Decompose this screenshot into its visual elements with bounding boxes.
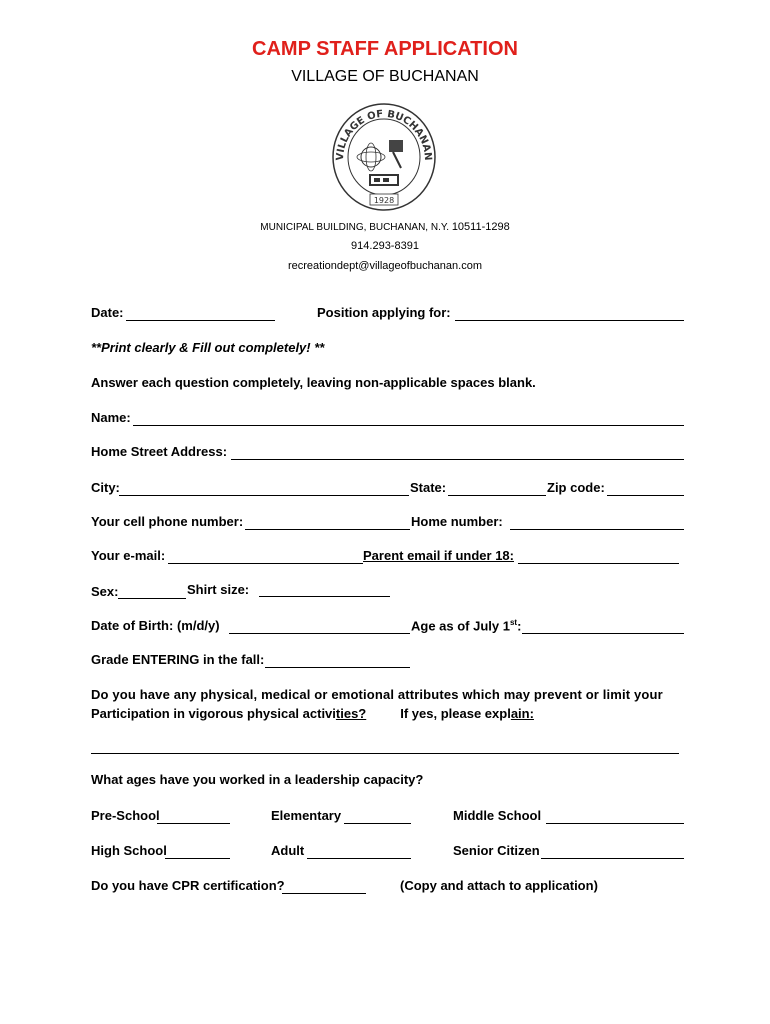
cell-phone-field[interactable]: [245, 529, 410, 530]
middle-school-field[interactable]: [546, 823, 684, 824]
shirt-size-label: Shirt size:: [187, 582, 250, 597]
cell-phone-label: Your cell phone number:: [91, 514, 244, 529]
position-field[interactable]: [455, 320, 684, 321]
parent-email-field[interactable]: [518, 563, 679, 564]
village-seal-logo: [331, 102, 437, 212]
zip-field[interactable]: [607, 495, 684, 496]
dob-label: Date of Birth: (m/d/y): [91, 618, 220, 633]
senior-citizen-field[interactable]: [541, 858, 684, 859]
sex-label: Sex:: [91, 584, 119, 599]
attributes-question-line2: Participation in vigorous physical activities? If yes, please explain:: [91, 706, 534, 721]
date-label: Date:: [91, 305, 124, 320]
print-clearly-note: **Print clearly & Fill out completely! **: [91, 340, 325, 355]
city-field[interactable]: [119, 495, 409, 496]
phone-number: 914.293-8391: [351, 240, 419, 252]
name-label: Name:: [91, 410, 131, 425]
instructions-text: Answer each question completely, leaving non-applicable spaces blank.: [91, 375, 536, 390]
state-label: State:: [410, 480, 447, 495]
email-field[interactable]: [168, 563, 363, 564]
attributes-explain-field[interactable]: [91, 753, 679, 754]
elementary-label: Elementary: [271, 808, 342, 823]
home-street-field[interactable]: [231, 459, 684, 460]
form-subtitle: VILLAGE OF BUCHANAN: [291, 68, 479, 85]
elementary-field[interactable]: [344, 823, 411, 824]
email-label: Your e-mail:: [91, 548, 166, 563]
state-field[interactable]: [448, 495, 546, 496]
high-school-field[interactable]: [165, 858, 230, 859]
shirt-size-field[interactable]: [259, 596, 390, 597]
adult-field[interactable]: [307, 858, 411, 859]
dob-field[interactable]: [229, 633, 410, 634]
home-number-label: Home number:: [411, 514, 503, 529]
parent-email-label: Parent email if under 18:: [363, 548, 514, 563]
home-number-field[interactable]: [510, 529, 684, 530]
svg-text:VILLAGE OF BUCHANAN: VILLAGE OF BUCHANAN: [334, 108, 434, 161]
position-label: Position applying for:: [317, 305, 451, 320]
sex-field[interactable]: [118, 598, 186, 599]
adult-label: Adult: [271, 843, 305, 858]
cpr-label: Do you have CPR certification?: [91, 878, 285, 893]
ages-question: What ages have you worked in a leadership capacity?: [91, 772, 424, 787]
preschool-field[interactable]: [157, 823, 230, 824]
cpr-note: (Copy and attach to application): [400, 878, 598, 893]
preschool-label: Pre-School: [91, 808, 160, 823]
municipal-address: MUNICIPAL BUILDING, BUCHANAN, N.Y. 10511-1298: [260, 221, 510, 233]
grade-field[interactable]: [265, 667, 410, 668]
senior-citizen-label: Senior Citizen: [453, 843, 540, 858]
date-field[interactable]: [126, 320, 275, 321]
form-title: CAMP STAFF APPLICATION: [252, 38, 518, 60]
cpr-field[interactable]: [282, 893, 366, 894]
high-school-label: High School: [91, 843, 167, 858]
zip-label: Zip code:: [547, 480, 605, 495]
seal-year: 1928: [373, 196, 395, 205]
age-field[interactable]: [522, 633, 684, 634]
name-field[interactable]: [133, 425, 684, 426]
home-street-label: Home Street Address:: [91, 444, 228, 459]
grade-label: Grade ENTERING in the fall:: [91, 652, 265, 667]
middle-school-label: Middle School: [453, 808, 542, 823]
attributes-question: Do you have any physical, medical or emotional attributes which may prevent or limit your: [91, 687, 663, 702]
city-label: City:: [91, 480, 120, 495]
contact-email: recreationdept@villageofbuchanan.com: [287, 260, 482, 272]
age-label: Age as of July 1st:: [411, 618, 522, 634]
